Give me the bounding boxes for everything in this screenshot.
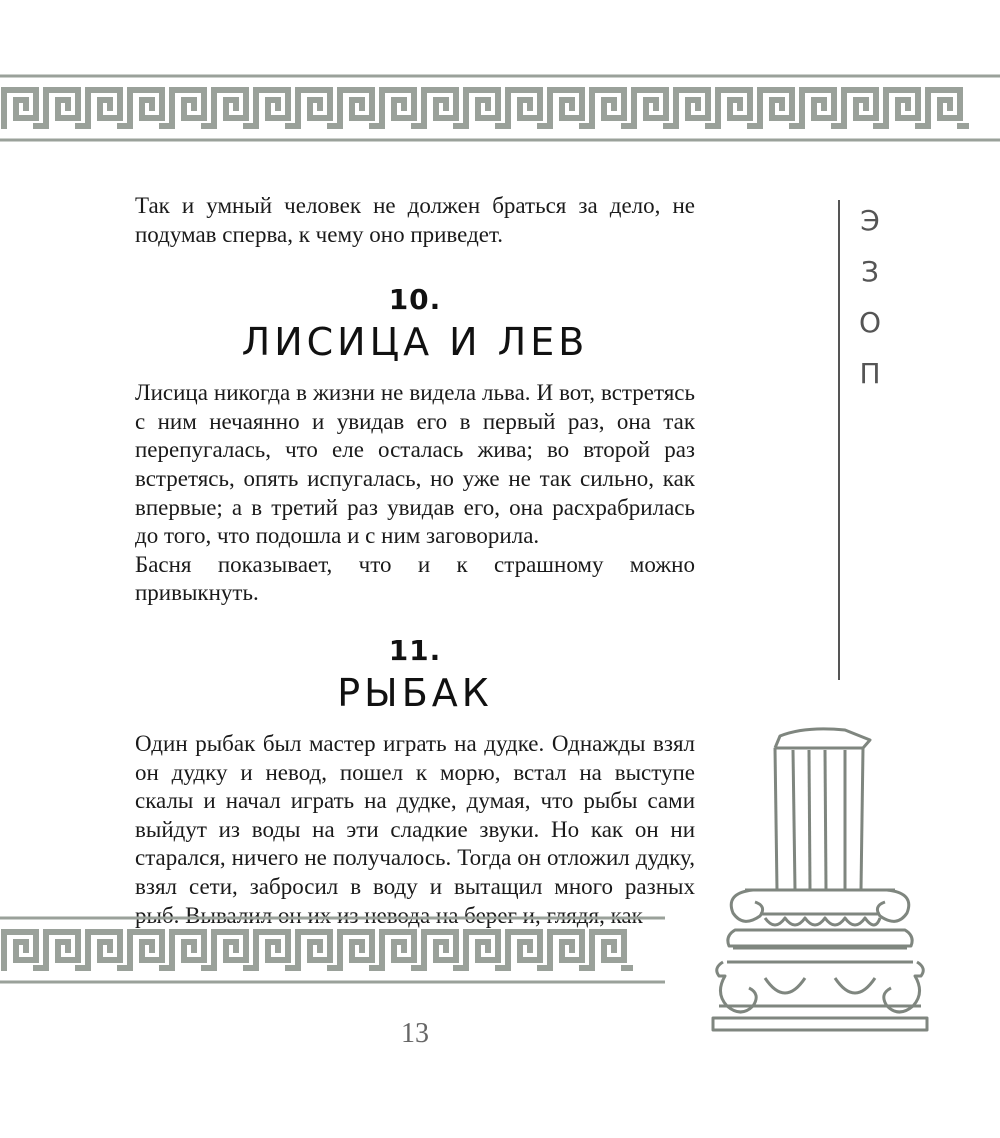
greek-key-motif [382, 932, 420, 968]
greek-key-motif [466, 90, 504, 126]
greek-key-motif [634, 90, 672, 126]
greek-key-motif [844, 90, 882, 126]
author-letter: Э [860, 204, 880, 237]
page-content [135, 192, 695, 930]
fable-paragraph: Один рыбак был мастер играть на дудке. Однажды взял он дудку и невод, пошел к морю, встал на выступе скалы и начал играть на дудке, думая, что рыбы сами выйдут из воды на эти сладкие звуки. Но как он ни старался, ничего не получалось. Тогда он отложил дудку, взял сети, забросил в воду и вытащил много разных рыб. Вывалил он их из невода на берег и, глядя, как [135, 730, 695, 928]
greek-key-motif [130, 932, 168, 968]
greek-key-motif [676, 90, 714, 126]
greek-key-motif [256, 932, 294, 968]
greek-key-motif [130, 90, 168, 126]
greek-key-motif [214, 90, 252, 126]
ionic-column-icon [705, 718, 945, 1038]
greek-key-motif [760, 90, 798, 126]
greek-key-motif [298, 932, 336, 968]
greek-key-motif [550, 90, 588, 126]
greek-key-motif [718, 90, 756, 126]
greek-key-motif [88, 90, 126, 126]
greek-key-motif [592, 932, 630, 968]
fable-number: 11. [388, 633, 442, 667]
page-number: 13 [401, 1018, 429, 1049]
fable-title: РЫБАК [337, 670, 493, 715]
intro-paragraph: Так и умный человек не должен браться за дело, не подумав сперва, к чему оно приведет. [135, 193, 695, 247]
greek-key-motif [4, 90, 42, 126]
greek-key-motif [424, 90, 462, 126]
fable-title: ЛИСИЦА И ЛЕВ [241, 320, 589, 365]
greek-key-motif [802, 90, 840, 126]
greek-key-motif [592, 90, 630, 126]
side-author-name [852, 195, 888, 399]
greek-key-border-bottom [0, 910, 665, 990]
greek-key-motif [550, 932, 588, 968]
fable-number: 10. [388, 283, 442, 317]
greek-key-motif [424, 932, 462, 968]
side-divider-line [838, 200, 840, 680]
greek-key-border-top [0, 68, 1000, 148]
fable-moral: Басня показывает, что и к страшному можно привыкнуть. [135, 551, 695, 606]
greek-key-motif [172, 932, 210, 968]
greek-key-motif [340, 90, 378, 126]
greek-key-motif [508, 90, 546, 126]
greek-key-motif [88, 932, 126, 968]
greek-key-motif [382, 90, 420, 126]
fable-paragraph: Лисица никогда в жизни не видела льва. И вот, встретясь с ним нечаянно и увидав его в первый раз, она так перепугалась, что еле осталась жива; во второй раз встретясь, опять испугалась, но уже не так сильно, как впервые; а в третий раз увидав его, она расхрабрилась до того, что подошла и с ним заговорила. [135, 380, 695, 549]
greek-key-motif [466, 932, 504, 968]
author-letter: З [861, 255, 879, 288]
author-letter: О [858, 306, 882, 339]
author-letter: П [859, 357, 881, 390]
greek-key-motif [4, 932, 42, 968]
greek-key-motif [46, 90, 84, 126]
greek-key-motif [214, 932, 252, 968]
greek-key-motif [172, 90, 210, 126]
greek-key-motif [298, 90, 336, 126]
greek-key-motif [340, 932, 378, 968]
greek-key-motif [508, 932, 546, 968]
greek-key-motif [46, 932, 84, 968]
greek-key-motif [886, 90, 924, 126]
greek-key-motif [256, 90, 294, 126]
greek-key-motif [928, 90, 966, 126]
